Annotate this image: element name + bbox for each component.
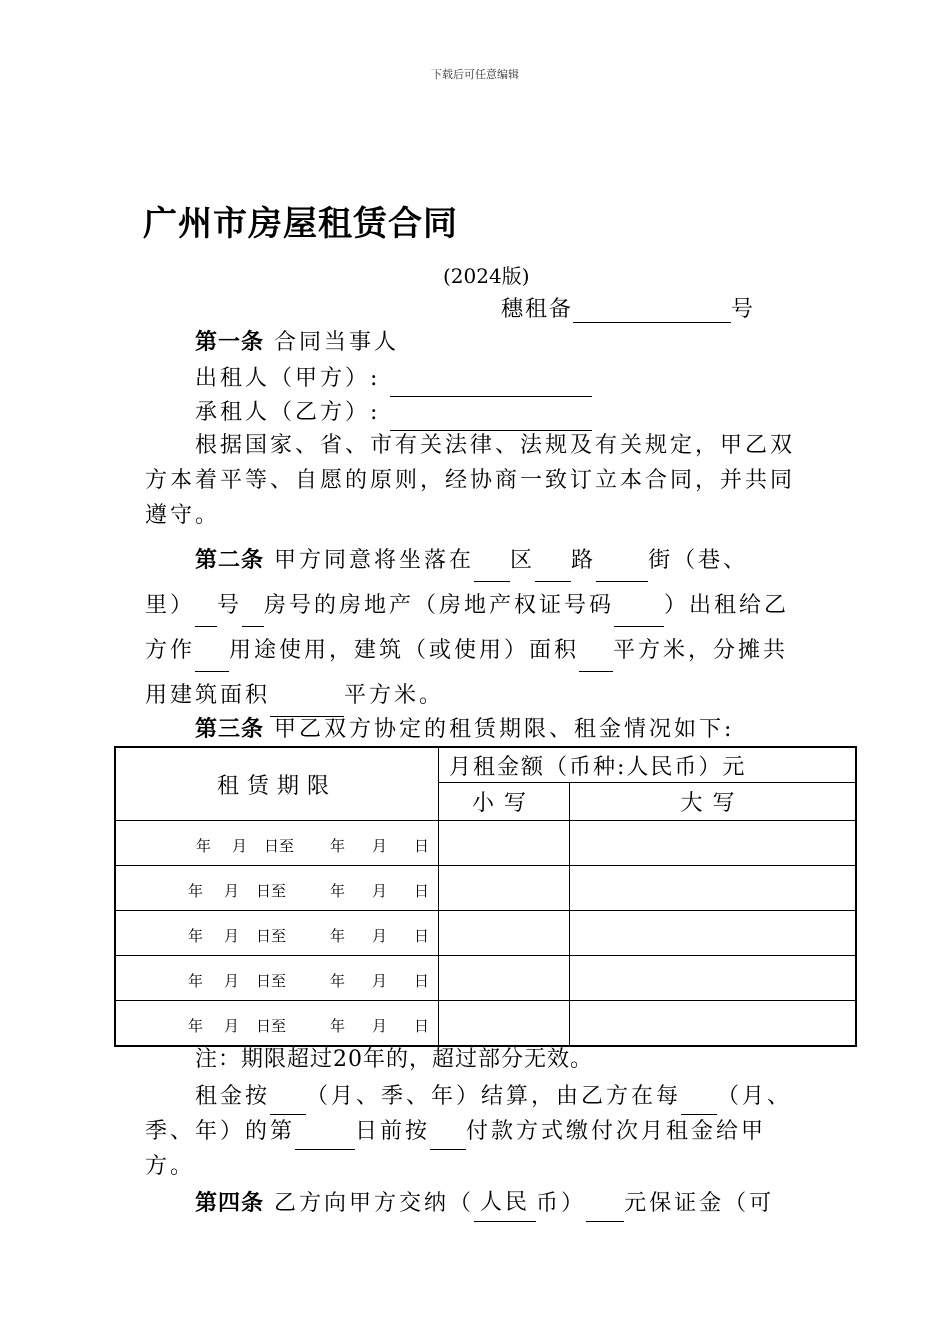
rent-method-label: 日前按 (355, 1119, 431, 1144)
preamble-line-1: 根据国家、省、市有关法律、法规及有关规定，甲乙双 (195, 433, 796, 458)
article1-label: 第一条 (195, 330, 265, 355)
table-row (115, 866, 856, 911)
table-row (115, 911, 856, 956)
day-to-label: 日至 (256, 972, 287, 990)
article2-line-1 (195, 539, 875, 582)
rent-uppercase-cell[interactable] (570, 956, 857, 1001)
month-label: 月 (372, 927, 388, 945)
deposit-text: 元保证金（可 (624, 1191, 775, 1216)
road-blank[interactable] (535, 559, 571, 582)
term-note: 注：期限超过20年的，超过部分无效。 (195, 1047, 593, 1072)
pay-day-blank[interactable] (295, 1127, 355, 1150)
rent-line-3: 方。 (145, 1154, 196, 1179)
registration-prefix: 穗租备 (501, 297, 574, 322)
number-label: 号 (217, 593, 243, 618)
month-label: 月 (372, 1017, 388, 1035)
number-blank[interactable] (195, 604, 217, 627)
deposit-blank[interactable] (586, 1199, 624, 1222)
lane-label: 里） (145, 593, 196, 618)
day-to-label: 日至 (256, 927, 287, 945)
month-label: 月 (224, 1017, 240, 1035)
rent-lowercase-cell[interactable] (439, 866, 570, 911)
day-label: 日 (414, 1017, 430, 1035)
lessor-line (195, 361, 875, 397)
registration-suffix: 号 (731, 297, 756, 322)
rent-uppercase-cell[interactable] (570, 1001, 857, 1047)
currency-suffix: 币） (536, 1191, 587, 1216)
day-label: 日 (414, 882, 430, 900)
rent-period-text: （月、 (717, 1084, 793, 1109)
monthly-rent-header: 月租金额（币种:人民币）元 (439, 747, 857, 783)
table-row (115, 821, 856, 866)
rent-lowercase-cell[interactable] (439, 911, 570, 956)
district-blank[interactable] (474, 559, 510, 582)
rent-pay-text: 付款方式缴付次月租金给甲 (466, 1119, 767, 1144)
room-blank[interactable] (242, 604, 264, 627)
day-label: 日 (414, 837, 430, 855)
date-range-cell[interactable] (115, 866, 439, 911)
table-row (115, 956, 856, 1001)
article4-line (195, 1185, 875, 1222)
street-blank[interactable] (596, 559, 648, 582)
rent-settle-label: 租金按 (195, 1084, 271, 1109)
month-label: 月 (372, 882, 388, 900)
lowercase-header: 小写 (439, 783, 570, 821)
lessor-blank[interactable] (390, 374, 592, 397)
article1-heading (195, 325, 875, 361)
month-label: 月 (224, 927, 240, 945)
article3-label: 第三条 (195, 717, 265, 742)
year-label: 年 (196, 837, 212, 855)
month-label: 月 (372, 972, 388, 990)
table-row (115, 1001, 856, 1047)
certificate-blank[interactable] (614, 604, 664, 627)
article4-label: 第四条 (195, 1191, 265, 1216)
article2-line-4 (145, 674, 825, 717)
rent-lowercase-cell[interactable] (439, 821, 570, 866)
year-label: 年 (188, 927, 204, 945)
rent-lowercase-cell[interactable] (439, 1001, 570, 1047)
day-label: 日 (414, 972, 430, 990)
date-range-cell[interactable] (115, 956, 439, 1001)
date-range-cell[interactable] (115, 821, 439, 866)
month-label: 月 (372, 837, 388, 855)
shared-text: 平方米，分摊共 (613, 638, 789, 663)
day-to-label: 日至 (264, 837, 295, 855)
month-label: 月 (224, 972, 240, 990)
use-label: 方作 (145, 638, 196, 663)
use-blank[interactable] (195, 649, 229, 672)
street-label: 街（巷、 (648, 548, 749, 573)
edition-label: (2024版) (443, 264, 530, 288)
currency-field[interactable]: 人民 (474, 1185, 536, 1222)
year-label: 年 (188, 1017, 204, 1035)
header-note: 下载后可任意编辑 (431, 68, 519, 81)
settle-period-blank[interactable] (270, 1092, 306, 1115)
rent-day-label: 季、年）的第 (145, 1119, 296, 1144)
rent-lowercase-cell[interactable] (439, 956, 570, 1001)
rent-line-1 (195, 1079, 875, 1115)
day-to-label: 日至 (256, 1017, 287, 1035)
lessee-label: 承租人（乙方）: (195, 400, 381, 425)
lessor-label: 出租人（甲方）: (195, 366, 381, 391)
year-label: 年 (188, 882, 204, 900)
year-label: 年 (330, 882, 346, 900)
period-header: 租赁期限 (115, 747, 439, 821)
rent-settle-text: （月、季、年）结算，由乙方在每 (306, 1084, 682, 1109)
preamble-line-3: 遵守。 (145, 503, 221, 528)
sqm-label: 平方米。 (344, 683, 445, 708)
pay-method-blank[interactable] (430, 1127, 466, 1150)
shared-area-label: 用建筑面积 (145, 683, 271, 708)
rent-table (114, 746, 857, 1047)
date-range-cell[interactable] (115, 911, 439, 956)
year-label: 年 (188, 972, 204, 990)
article2-label: 第二条 (195, 548, 265, 573)
day-to-label: 日至 (256, 882, 287, 900)
lessee-line (195, 395, 875, 431)
article3-text: 甲乙双方协定的租赁期限、租金情况如下: (274, 717, 735, 742)
lease-to-text: ）出租给乙 (664, 593, 790, 618)
rent-line-2 (145, 1114, 825, 1150)
year-label: 年 (330, 972, 346, 990)
uppercase-header: 大写 (570, 783, 857, 821)
area-text: 用途使用，建筑（或使用）面积 (229, 638, 580, 663)
pay-period-blank[interactable] (681, 1092, 717, 1115)
district-label: 区 (510, 548, 536, 573)
contract-title: 广州市房屋租赁合同 (143, 204, 458, 244)
article2-line-3 (145, 629, 825, 672)
registration-blank[interactable] (573, 300, 731, 323)
year-label: 年 (330, 927, 346, 945)
article1-title: 合同当事人 (274, 330, 400, 355)
rent-uppercase-cell[interactable] (570, 911, 857, 956)
preamble-line-2: 方本着平等、自愿的原则，经协商一致订立本合同，并共同 (145, 468, 796, 493)
article2-line-2 (145, 584, 825, 627)
road-label: 路 (571, 548, 597, 573)
date-range-cell[interactable] (115, 1001, 439, 1047)
registration-number (501, 292, 755, 323)
year-label: 年 (330, 1017, 346, 1035)
rent-uppercase-cell[interactable] (570, 866, 857, 911)
article3-heading (195, 712, 875, 748)
year-label: 年 (330, 837, 346, 855)
day-label: 日 (414, 927, 430, 945)
month-label: 月 (232, 837, 248, 855)
area-blank[interactable] (579, 649, 613, 672)
month-label: 月 (224, 882, 240, 900)
certificate-text: 房号的房地产（房地产权证号码 (264, 593, 615, 618)
article2-text: 甲方同意将坐落在 (274, 548, 475, 573)
article4-text: 乙方向甲方交纳（ (274, 1191, 475, 1216)
rent-uppercase-cell[interactable] (570, 821, 857, 866)
